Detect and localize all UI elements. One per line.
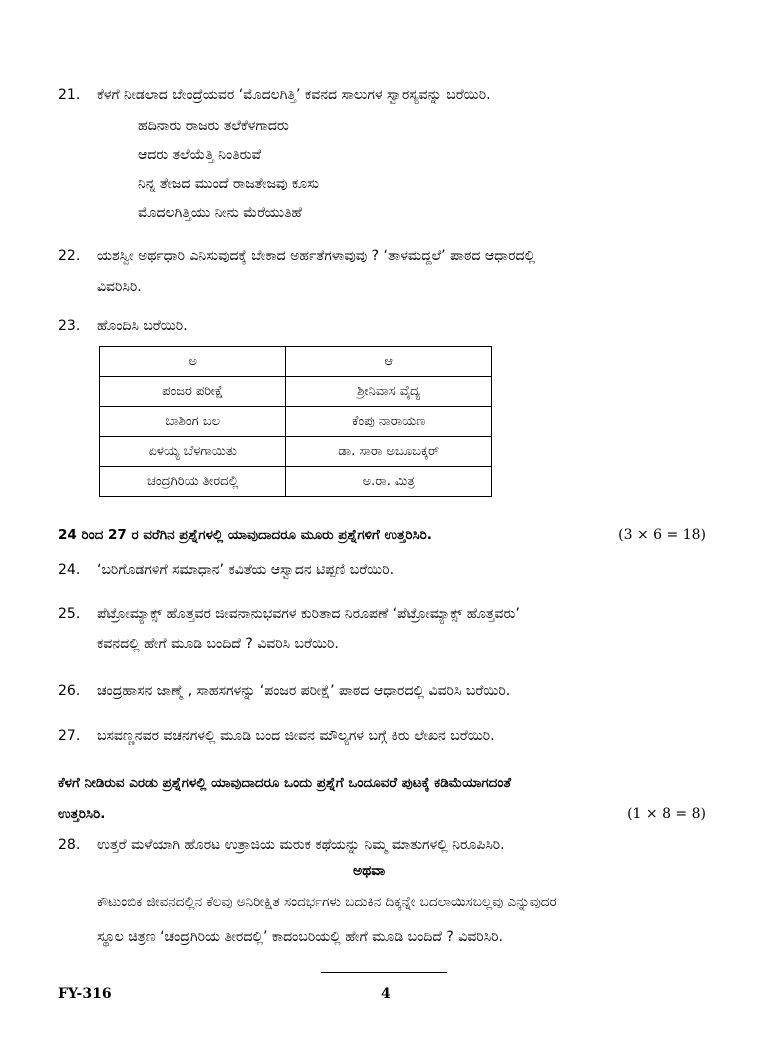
match-table [99,346,492,497]
footer-divider [321,972,447,973]
q27-number: 27. [58,728,81,744]
q21-number: 21. [58,87,81,103]
column-header: ಆ [286,347,492,377]
section-marks: (3 × 6 = 18) [618,527,706,543]
q25-text-line1: ಪೆಟ್ರೋಮ್ಯಾಕ್ಸ್ ಹೊತ್ತವರ ಜೀವನಾನುಭವಗಳ ಕುರಿತಾದ ನಿರೂಪಣೆ ‘ಪೆಟ್ರೋಮ್ಯಾಕ್ಸ್ ಹೊತ್ತವರು’ [97,606,520,622]
paper-code: FY-316 [58,986,112,1002]
q21-text: ಕೆಳಗೆ ನೀಡಲಾದ ಬೇಂದ್ರೆಯವರ ‘ಮೊದಲಗಿತ್ತಿ’ ಕವನದ ಸಾಲುಗಳ ಸ್ವಾರಸ್ಯವನ್ನು ಬರೆಯಿರಿ. [97,87,491,103]
section-instruction-line2: ಉತ್ತರಿಸಿರಿ. [58,806,106,822]
poem-line: ನಿನ್ನ ತೇಜದ ಮುಂದೆ ರಾಜತೇಜವು ಕೂಸು [138,176,319,192]
table-cell: ಅ.ರಾ. ಮಿತ್ರ [286,467,492,497]
table-cell: ಕೆಂಪು ನಾರಾಯಣ [286,407,492,437]
section-marks: (1 × 8 = 8) [627,806,706,822]
poem-line: ಹದಿನಾರು ರಾಜರು ತಲೆಕೆಳಗಾದರು [138,118,289,134]
table-cell: ಪಂಜರ ಪರೀಕ್ಷೆ [100,377,286,407]
table-row [100,377,492,407]
q22-number: 22. [58,248,81,264]
table-header-row [100,347,492,377]
table-cell: ಬಾಶಿಂಗ ಬಲ [100,407,286,437]
q26-text: ಚಂದ್ರಹಾಸನ ಜಾಣ್ಮೆ , ಸಾಹಸಗಳನ್ನು ‘ಪಂಜರ ಪರೀಕ್ಷೆ’ ಪಾಠದ ಆಧಾರದಲ್ಲಿ ವಿವರಿಸಿ ಬರೆಯಿರಿ. [97,683,511,699]
section-instruction: 24 ರಿಂದ 27 ರ ವರೆಗಿನ ಪ್ರಶ್ನೆಗಳಲ್ಲಿ ಯಾವುದಾದರೂ ಮೂರು ಪ್ರಶ್ನೆಗಳಿಗೆ ಉತ್ತರಿಸಿರಿ. [58,527,432,543]
section-instruction-line1: ಕೆಳಗೆ ನೀಡಿರುವ ಎರಡು ಪ್ರಶ್ನೆಗಳಲ್ಲಿ ಯಾವುದಾದರೂ ಒಂದು ಪ್ರಶ್ನೆಗೆ ಒಂದೂವರೆ ಪುಟಕ್ಕೆ ಕಡಿಮೆಯಾಗದಂತೆ [58,775,512,791]
table-cell: ಶ್ರೀನಿವಾಸ ವೈದ್ಯ [286,377,492,407]
q28-alt-line2: ಸ್ಥೂಲ ಚಿತ್ರಣ ‘ಚಂದ್ರಗಿರಿಯ ತೀರದಲ್ಲಿ’ ಕಾದಂಬರಿಯಲ್ಲಿ ಹೇಗೆ ಮೂಡಿ ಬಂದಿದೆ ? ವಿವರಿಸಿರಿ. [97,929,503,945]
table-row [100,407,492,437]
q26-number: 26. [58,683,81,699]
q28-text: ಉತ್ತರೆ ಮಳೆಯಾಗಿ ಹೊರಟ ಉತ್ರಾಜಿಯ ಮರುಕ ಕಥೆಯನ್ನು ನಿಮ್ಮ ಮಾತುಗಳಲ್ಲಿ ನಿರೂಪಿಸಿರಿ. [97,837,505,853]
q23-number: 23. [58,318,81,334]
q21-poem [138,112,319,228]
q28-number: 28. [58,837,81,853]
q25-text-line2: ಕವನದಲ್ಲಿ ಹೇಗೆ ಮೂಡಿ ಬಂದಿದೆ ? ವಿವರಿಸಿ ಬರೆಯಿರಿ. [97,636,339,652]
q23-text: ಹೊಂದಿಸಿ ಬರೆಯಿರಿ. [97,318,188,334]
table-cell: ಚಂದ್ರಗಿರಿಯ ತೀರದಲ್ಲಿ [100,467,286,497]
q27-text: ಬಸವಣ್ಣನವರ ವಚನಗಳಲ್ಲಿ ಮೂಡಿ ಬಂದ ಜೀವನ ಮೌಲ್ಯಗಳ ಬಗ್ಗೆ ಕಿರು ಲೇಖನ ಬರೆಯಿರಿ. [97,728,495,744]
page-number: 4 [381,986,391,1002]
q24-number: 24. [58,562,81,578]
q22-text-line2: ವಿವರಿಸಿರಿ. [97,279,142,295]
table-cell: ಡಾ. ಸಾರಾ ಅಬೂಬಕ್ಕರ್ [286,437,492,467]
table-row [100,467,492,497]
or-label: ಅಥವಾ [353,863,386,879]
table-row [100,437,492,467]
poem-line: ಮೊದಲಗಿತ್ತಿಯು ನೀನು ಮೆರೆಯುತಿಹೆ [138,205,302,221]
q25-number: 25. [58,606,81,622]
q22-text-line1: ಯಶಸ್ವೀ ಅರ್ಥಧಾರಿ ಎನಿಸುವುದಕ್ಕೆ ಬೇಕಾದ ಅರ್ಹತೆಗಳಾವುವು ? ‘ತಾಳಮದ್ದಲೆ’ ಪಾಠದ ಆಧಾರದಲ್ಲಿ [97,248,536,264]
table-cell: ಏಳಯ್ಯ ಬೆಳಗಾಯಿತು [100,437,286,467]
q28-alt-line1: ಕೌಟುಂಬಿಕ ಜೀವನದಲ್ಲಿನ ಕೆಲವು ಅನಿರೀಕ್ಷಿತ ಸಂದರ್ಭಗಳು ಬದುಕಿನ ದಿಕ್ಕನ್ನೇ ಬದಲಾಯಿಸಬಲ್ಲವು ಎನ್ನುವುದರ [97,894,557,910]
column-header: ಅ [100,347,286,377]
poem-line: ಆದರು ತಲೆಯೆತ್ತಿ ನಿಂತಿರುವೆ [138,147,262,163]
q24-text: ‘ಬರಿಗೊಡಗಳಿಗೆ ಸಮಾಧಾನ’ ಕವಿತೆಯ ಆಸ್ವಾದನ ಟಿಪ್ಪಣಿ ಬರೆಯಿರಿ. [97,562,395,578]
